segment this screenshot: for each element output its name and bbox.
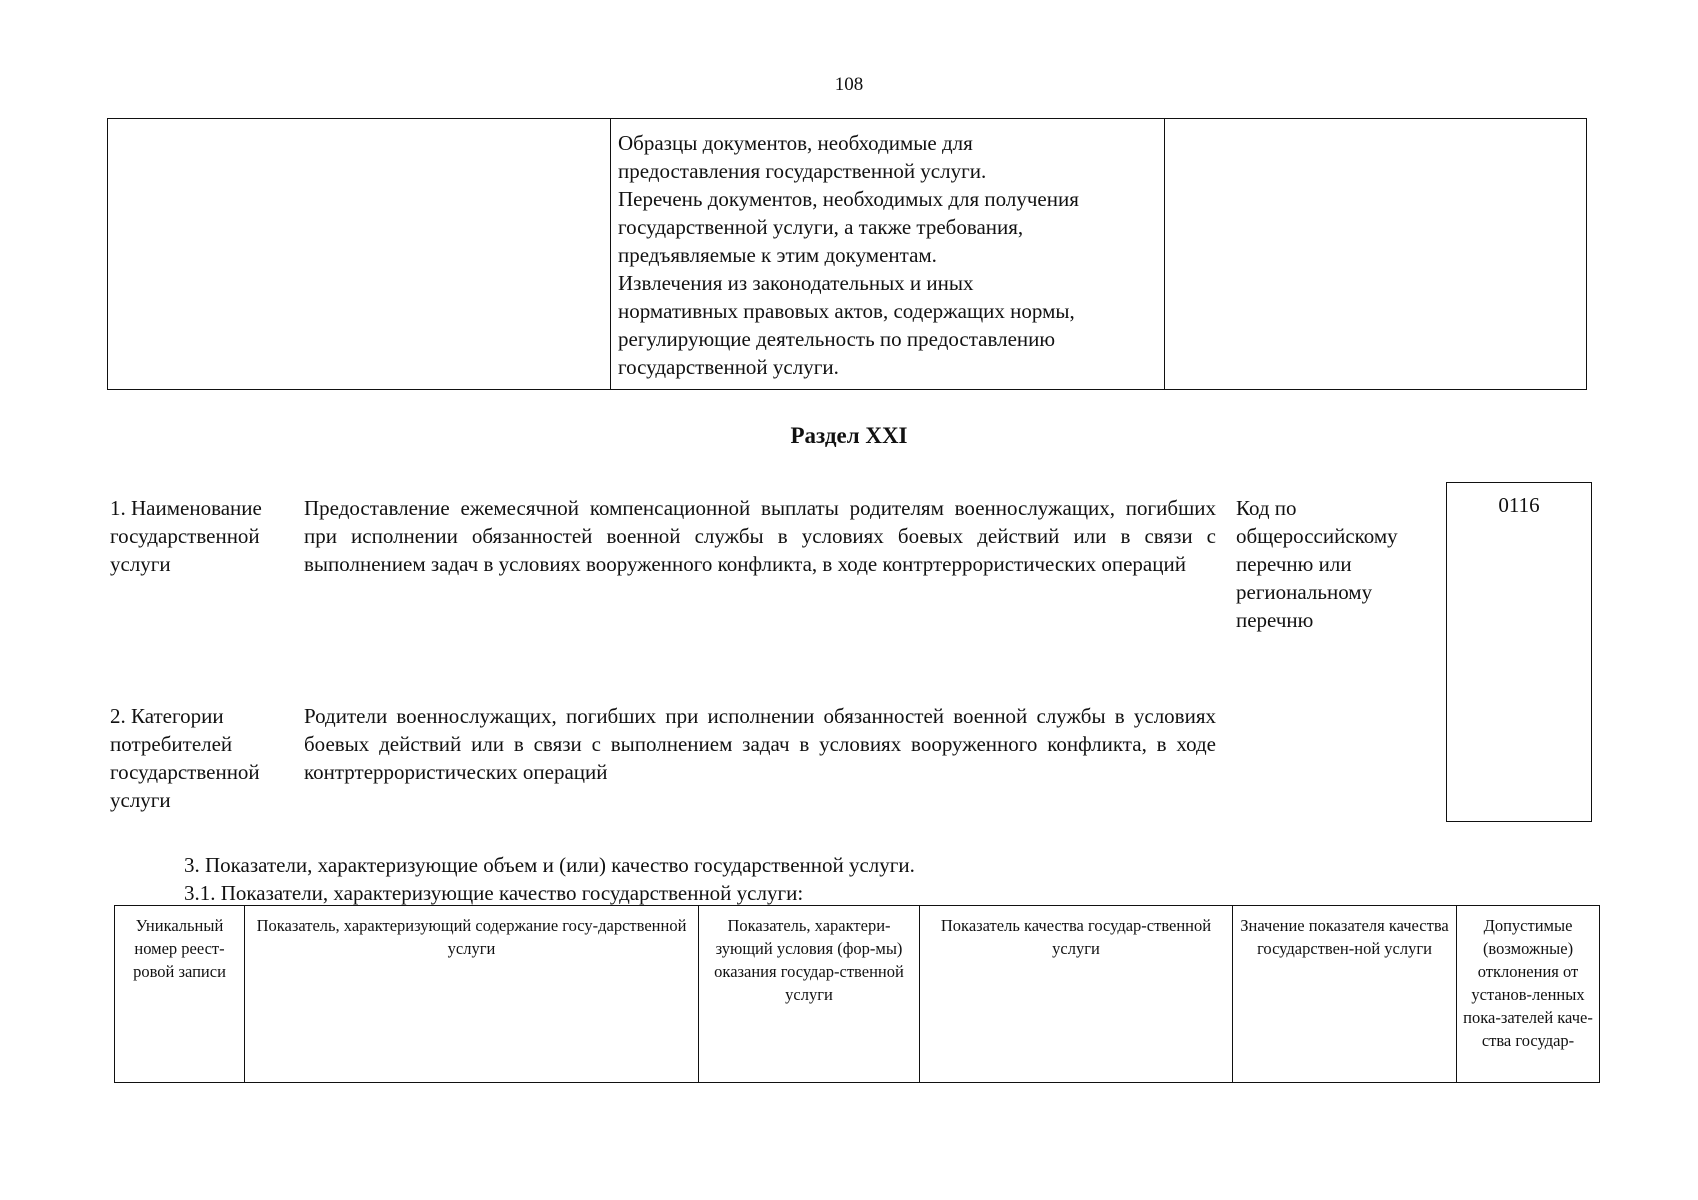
categories-label: 2. Категории потребителей государственной услуги: [110, 704, 260, 812]
code-value: 0116: [1498, 493, 1540, 517]
header-registry-number: Уникальный номер реест-ровой записи: [115, 906, 245, 1083]
quality-indicators-heading: 3.1. Показатели, характеризующие качество государственной услуги:: [184, 881, 804, 905]
header-conditions-indicator: Показатель, характери-зующий условия (фор-мы) оказания государ-ственной услуги: [699, 906, 920, 1083]
categories-text: Родители военнослужащих, погибших при исполнении обязанностей военной службы в условиях боевых действий или в связи с выполнением задач в условиях вооруженного конфликта, в ходе контртеррористических операций: [304, 704, 1216, 784]
code-label: Код по общероссийскому перечню или региональному перечню: [1236, 496, 1398, 632]
top-table: [107, 118, 1587, 390]
header-quality-indicator: Показатель качества государ-ственной услуги: [920, 906, 1233, 1083]
top-cell-line: Извлечения из законодательных и иных: [618, 271, 974, 295]
table-header-row: [115, 906, 1600, 1083]
header-content-indicator: Показатель, характеризующий содержание госу-дарственной услуги: [245, 906, 699, 1083]
top-cell-line: государственной услуги.: [618, 355, 839, 379]
top-cell-line: нормативных правовых актов, содержащих нормы,: [618, 299, 1075, 323]
top-cell-line: предъявляемые к этим документам.: [618, 243, 937, 267]
code-box: [1446, 482, 1592, 822]
header-quality-value: Значение показателя качества государствен-ной услуги: [1233, 906, 1457, 1083]
top-table-divider-1: [610, 119, 611, 389]
service-name-label: 1. Наименование государственной услуги: [110, 496, 262, 576]
top-cell-line: предоставления государственной услуги.: [618, 159, 987, 183]
top-cell-line: Образцы документов, необходимые для: [618, 131, 973, 155]
top-table-middle-cell: [618, 129, 1162, 381]
header-allowed-deviations: Допустимые (возможные) отклонения от установ-ленных пока-зателей каче-ства государ-: [1457, 906, 1600, 1083]
indicators-heading: 3. Показатели, характеризующие объем и (или) качество государственной услуги.: [184, 853, 915, 877]
section-title: Раздел XXI: [790, 423, 908, 448]
top-cell-line: Перечень документов, необходимых для получения: [618, 187, 1079, 211]
top-cell-line: регулирующие деятельность по предоставлению: [618, 327, 1056, 351]
page-number: 108: [834, 74, 864, 95]
top-table-divider-2: [1164, 119, 1165, 389]
quality-indicators-table: [114, 905, 1600, 1083]
top-cell-line: государственной услуги, а также требования,: [618, 215, 1024, 239]
service-name-text: Предоставление ежемесячной компенсационной выплаты родителям военнослужащих, погибших при исполнении обязанностей военной службы в условиях боевых действий или в связи с выполнением задач в условиях вооруженного конфликта, в ходе контртеррористических операций: [304, 496, 1216, 576]
